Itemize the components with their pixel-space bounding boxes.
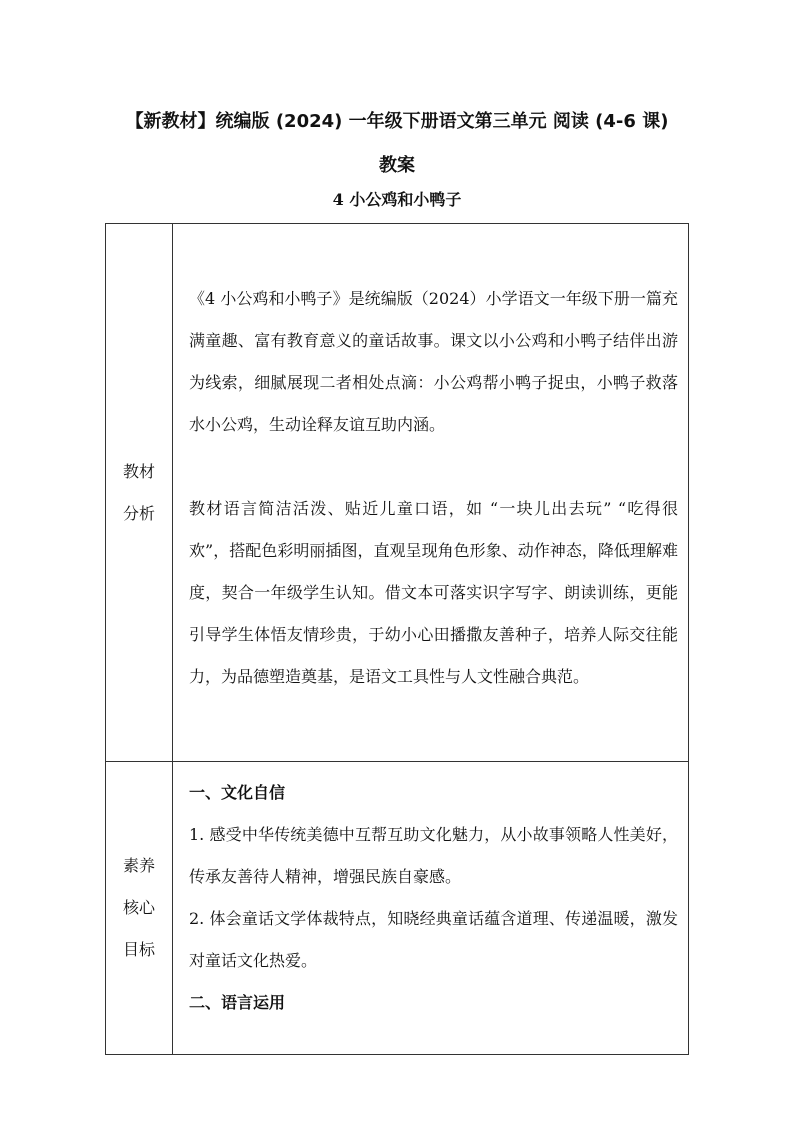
goal-item: 1. 感受中华传统美德中互帮互助文化魅力，从小故事领略人性美好，传承友善待人精神，增强民族自豪感。 — [189, 825, 678, 886]
section-heading-language-use: 二、语言运用 — [189, 993, 286, 1012]
table-row-core-literacy-goals — [106, 762, 689, 1055]
row-label-line: 教材 — [122, 461, 155, 481]
lesson-title: 4 小公鸡和小鸭子 — [332, 190, 462, 209]
row-label-material-analysis — [106, 224, 173, 762]
material-analysis-content — [173, 224, 689, 762]
table-row-material-analysis — [106, 224, 689, 762]
document-title-line1: 【新教材】统编版 (2024) 一年级下册语文第三单元 阅读 (4-6 课) — [125, 111, 669, 132]
goal-item: 2. 体会童话文学体裁特点，知晓经典童话蕴含道理、传递温暖，激发对童话文化热爱。 — [189, 909, 678, 970]
row-label-line: 核心 — [122, 898, 155, 917]
core-literacy-goals-content — [173, 762, 689, 1055]
paragraph-gap — [189, 446, 678, 488]
analysis-paragraph: 教材语言简洁活泼、贴近儿童口语，如 “一块儿出去玩” “吃得很欢”，搭配色彩明丽插图，直观呈现角色形象、动作神态，降低理解难度，契合一年级学生认知。借文本可落实识字写字、朗读训练，更能引导学生体悟友情珍贵，于幼小心田播撒友善种子，培养人际交往能力，为品德塑造奠基，是语文工具性与人文性融合典范。 — [189, 498, 678, 686]
analysis-paragraph: 《4 小公鸡和小鸭子》是统编版（2024）小学语文一年级下册一篇充满童趣、富有教育意义的童话故事。课文以小公鸡和小鸭子结伴出游为线索，细腻展现二者相处点滴：小公鸡帮小鸭子捉虫，小鸭子救落水小公鸡，生动诠释友谊互助内涵。 — [189, 288, 678, 434]
row-label-line: 分析 — [122, 503, 155, 523]
row-label-line: 目标 — [122, 940, 155, 959]
row-label-core-literacy-goals — [106, 762, 173, 1055]
section-heading-cultural-confidence: 一、文化自信 — [189, 783, 286, 802]
document-title-line2: 教案 — [379, 155, 415, 176]
row-label-line: 素养 — [122, 856, 155, 875]
document-title — [60, 100, 734, 188]
lesson-plan-table — [105, 223, 689, 1055]
